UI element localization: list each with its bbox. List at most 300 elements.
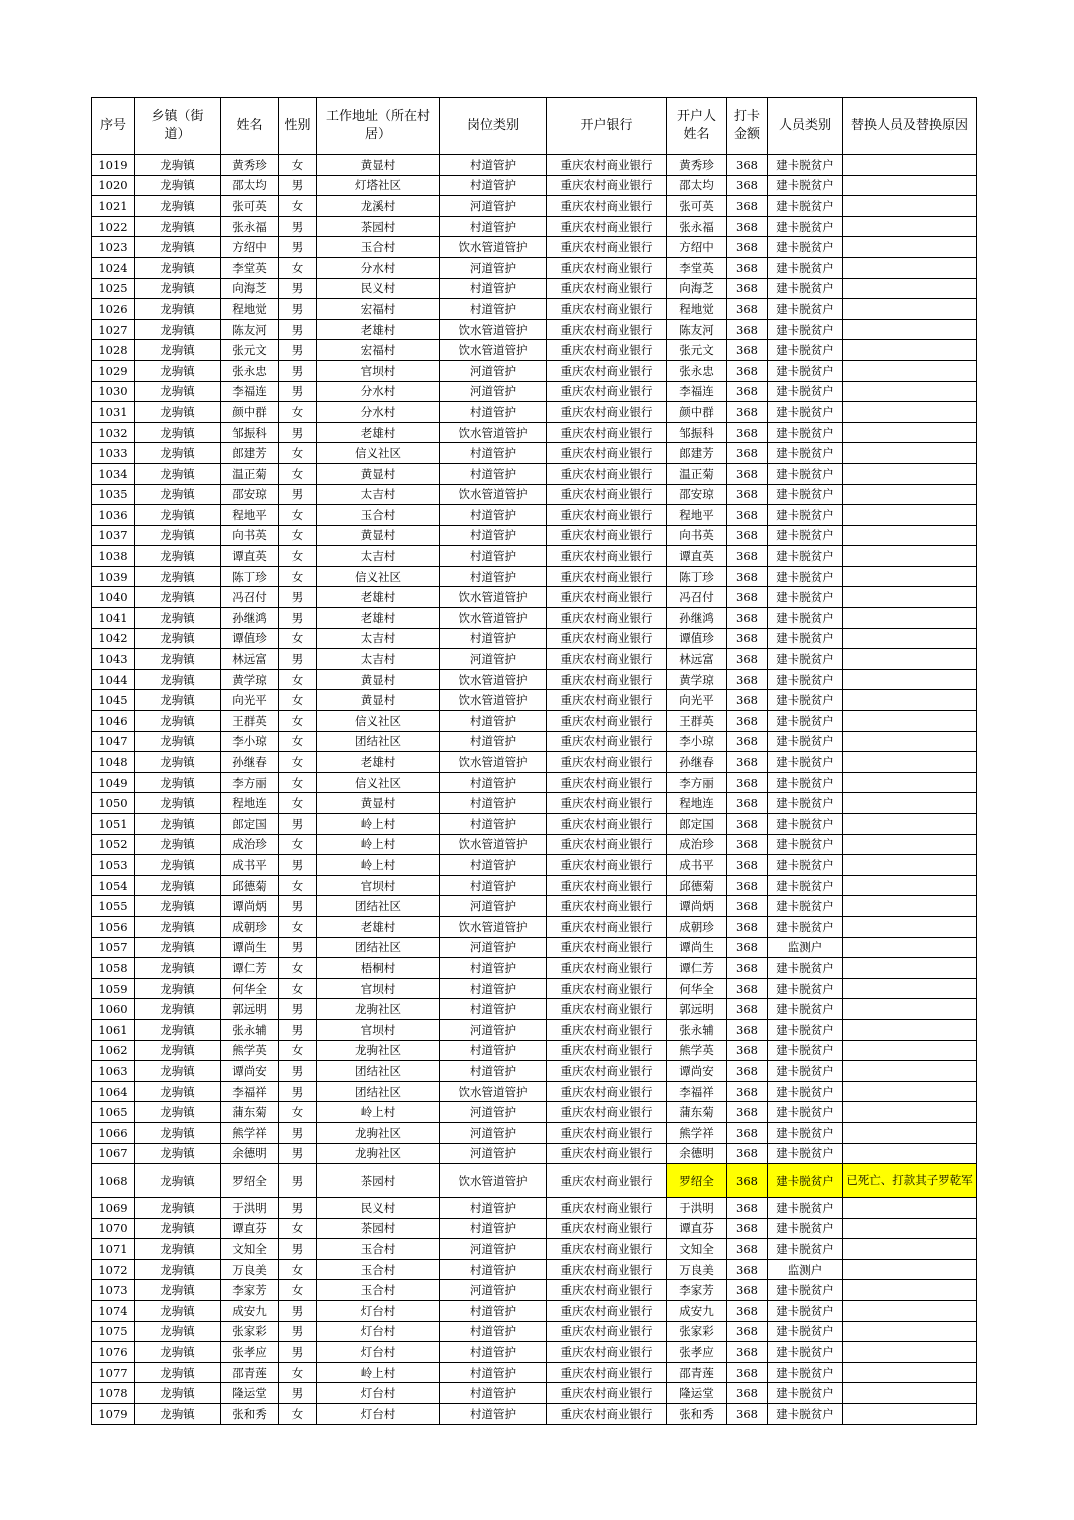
seq-cell: 1067 (92, 1143, 135, 1164)
header-cell: 工作地址（所在村居） (317, 98, 440, 155)
town-cell: 龙驹镇 (135, 793, 221, 814)
town-cell: 龙驹镇 (135, 1081, 221, 1102)
gender-cell: 女 (279, 916, 317, 937)
table-row (92, 896, 977, 917)
category-cell: 建卡脱贫户 (768, 1301, 843, 1322)
seq-cell: 1055 (92, 896, 135, 917)
bank-cell: 重庆农村商业银行 (547, 196, 667, 217)
category-cell: 建卡脱贫户 (768, 958, 843, 979)
town-cell: 龙驹镇 (135, 649, 221, 670)
gender-cell: 女 (279, 711, 317, 732)
address-cell: 官坝村 (317, 875, 440, 896)
holder-cell: 郎定国 (667, 814, 727, 835)
table-row (92, 1321, 977, 1342)
seq-cell: 1025 (92, 278, 135, 299)
seq-cell: 1036 (92, 505, 135, 526)
address-cell: 黄显村 (317, 690, 440, 711)
holder-cell: 李福连 (667, 381, 727, 402)
holder-cell: 谭仁芳 (667, 958, 727, 979)
town-cell: 龙驹镇 (135, 1321, 221, 1342)
name-cell: 成书平 (221, 855, 279, 876)
post-cell: 村道管护 (440, 463, 547, 484)
post-cell: 河道管护 (440, 937, 547, 958)
seq-cell: 1028 (92, 340, 135, 361)
category-cell: 建卡脱贫户 (768, 196, 843, 217)
category-cell: 建卡脱贫户 (768, 1198, 843, 1219)
seq-cell: 1027 (92, 319, 135, 340)
category-cell: 建卡脱贫户 (768, 402, 843, 423)
holder-cell: 张元文 (667, 340, 727, 361)
note-cell (843, 381, 977, 402)
seq-cell: 1079 (92, 1404, 135, 1425)
bank-cell: 重庆农村商业银行 (547, 319, 667, 340)
table-row (92, 1164, 977, 1198)
note-cell (843, 319, 977, 340)
post-cell: 村道管护 (440, 814, 547, 835)
amount-cell: 368 (727, 237, 768, 258)
name-cell: 谭直英 (221, 546, 279, 567)
table-row (92, 608, 977, 629)
bank-cell: 重庆农村商业银行 (547, 299, 667, 320)
seq-cell: 1060 (92, 999, 135, 1020)
town-cell: 龙驹镇 (135, 1362, 221, 1383)
gender-cell: 女 (279, 402, 317, 423)
holder-cell: 程地连 (667, 793, 727, 814)
table-row (92, 278, 977, 299)
amount-cell: 368 (727, 1198, 768, 1219)
table-row (92, 1383, 977, 1404)
name-cell: 程地平 (221, 505, 279, 526)
holder-cell: 谭直英 (667, 546, 727, 567)
category-cell: 建卡脱贫户 (768, 649, 843, 670)
post-cell: 村道管护 (440, 855, 547, 876)
name-cell: 谭值珍 (221, 628, 279, 649)
post-cell: 河道管护 (440, 1122, 547, 1143)
note-cell (843, 1198, 977, 1219)
name-cell: 方绍中 (221, 237, 279, 258)
address-cell: 玉合村 (317, 1239, 440, 1260)
roster-table (91, 97, 977, 1425)
town-cell: 龙驹镇 (135, 875, 221, 896)
name-cell: 张家彩 (221, 1321, 279, 1342)
amount-cell: 368 (727, 669, 768, 690)
address-cell: 玉合村 (317, 1280, 440, 1301)
gender-cell: 女 (279, 1218, 317, 1239)
holder-cell: 颜中群 (667, 402, 727, 423)
table-row (92, 566, 977, 587)
holder-cell: 黄学琼 (667, 669, 727, 690)
bank-cell: 重庆农村商业银行 (547, 546, 667, 567)
address-cell: 龙驹社区 (317, 1122, 440, 1143)
address-cell: 团结社区 (317, 937, 440, 958)
seq-cell: 1051 (92, 814, 135, 835)
holder-cell: 熊学祥 (667, 1122, 727, 1143)
name-cell: 张和秀 (221, 1404, 279, 1425)
address-cell: 龙驹社区 (317, 1143, 440, 1164)
amount-cell: 368 (727, 484, 768, 505)
town-cell: 龙驹镇 (135, 257, 221, 278)
table-row (92, 402, 977, 423)
note-cell (843, 299, 977, 320)
holder-cell: 张永忠 (667, 360, 727, 381)
town-cell: 龙驹镇 (135, 772, 221, 793)
category-cell: 建卡脱贫户 (768, 463, 843, 484)
holder-cell: 孙继春 (667, 752, 727, 773)
category-cell: 建卡脱贫户 (768, 608, 843, 629)
name-cell: 黄学琼 (221, 669, 279, 690)
address-cell: 信义社区 (317, 566, 440, 587)
bank-cell: 重庆农村商业银行 (547, 216, 667, 237)
holder-cell: 谭直芬 (667, 1218, 727, 1239)
holder-cell: 林远富 (667, 649, 727, 670)
address-cell: 分水村 (317, 257, 440, 278)
holder-cell: 罗绍全 (667, 1164, 727, 1198)
post-cell: 饮水管道管护 (440, 1164, 547, 1198)
bank-cell: 重庆农村商业银行 (547, 814, 667, 835)
category-cell: 建卡脱贫户 (768, 278, 843, 299)
bank-cell: 重庆农村商业银行 (547, 402, 667, 423)
holder-cell: 谭尚生 (667, 937, 727, 958)
bank-cell: 重庆农村商业银行 (547, 628, 667, 649)
post-cell: 河道管护 (440, 649, 547, 670)
amount-cell: 368 (727, 772, 768, 793)
address-cell: 茶园村 (317, 1164, 440, 1198)
bank-cell: 重庆农村商业银行 (547, 1362, 667, 1383)
amount-cell: 368 (727, 1122, 768, 1143)
gender-cell: 女 (279, 546, 317, 567)
category-cell: 建卡脱贫户 (768, 978, 843, 999)
town-cell: 龙驹镇 (135, 999, 221, 1020)
table-row (92, 1102, 977, 1123)
note-cell: 已死亡、打款其子罗乾军 (843, 1164, 977, 1198)
holder-cell: 于洪明 (667, 1198, 727, 1219)
holder-cell: 冯召付 (667, 587, 727, 608)
holder-cell: 何华全 (667, 978, 727, 999)
category-cell: 建卡脱贫户 (768, 175, 843, 196)
seq-cell: 1054 (92, 875, 135, 896)
town-cell: 龙驹镇 (135, 175, 221, 196)
address-cell: 太吉村 (317, 628, 440, 649)
table-row (92, 381, 977, 402)
amount-cell: 368 (727, 402, 768, 423)
post-cell: 村道管护 (440, 1362, 547, 1383)
amount-cell: 368 (727, 937, 768, 958)
town-cell: 龙驹镇 (135, 855, 221, 876)
name-cell: 成安九 (221, 1301, 279, 1322)
name-cell: 于洪明 (221, 1198, 279, 1219)
post-cell: 村道管护 (440, 958, 547, 979)
address-cell: 太吉村 (317, 649, 440, 670)
bank-cell: 重庆农村商业银行 (547, 587, 667, 608)
gender-cell: 女 (279, 1102, 317, 1123)
seq-cell: 1040 (92, 587, 135, 608)
category-cell: 监测户 (768, 1259, 843, 1280)
holder-cell: 蒲东菊 (667, 1102, 727, 1123)
holder-cell: 邹振科 (667, 422, 727, 443)
seq-cell: 1047 (92, 731, 135, 752)
category-cell: 建卡脱贫户 (768, 505, 843, 526)
gender-cell: 女 (279, 628, 317, 649)
name-cell: 王群英 (221, 711, 279, 732)
bank-cell: 重庆农村商业银行 (547, 669, 667, 690)
name-cell: 李堂英 (221, 257, 279, 278)
bank-cell: 重庆农村商业银行 (547, 340, 667, 361)
seq-cell: 1042 (92, 628, 135, 649)
note-cell (843, 505, 977, 526)
amount-cell: 368 (727, 752, 768, 773)
note-cell (843, 855, 977, 876)
category-cell: 建卡脱贫户 (768, 525, 843, 546)
town-cell: 龙驹镇 (135, 978, 221, 999)
header-cell: 打卡金额 (727, 98, 768, 155)
category-cell: 建卡脱贫户 (768, 916, 843, 937)
address-cell: 信义社区 (317, 443, 440, 464)
address-cell: 民义村 (317, 278, 440, 299)
table-row (92, 978, 977, 999)
seq-cell: 1077 (92, 1362, 135, 1383)
note-cell (843, 1081, 977, 1102)
category-cell: 建卡脱贫户 (768, 875, 843, 896)
address-cell: 灯台村 (317, 1301, 440, 1322)
category-cell: 建卡脱贫户 (768, 1164, 843, 1198)
post-cell: 河道管护 (440, 896, 547, 917)
post-cell: 饮水管道管护 (440, 422, 547, 443)
table-row (92, 319, 977, 340)
gender-cell: 男 (279, 587, 317, 608)
category-cell: 建卡脱贫户 (768, 1061, 843, 1082)
address-cell: 灯台村 (317, 1321, 440, 1342)
holder-cell: 王群英 (667, 711, 727, 732)
town-cell: 龙驹镇 (135, 669, 221, 690)
bank-cell: 重庆农村商业银行 (547, 360, 667, 381)
seq-cell: 1058 (92, 958, 135, 979)
address-cell: 民义村 (317, 1198, 440, 1219)
seq-cell: 1039 (92, 566, 135, 587)
name-cell: 邵太均 (221, 175, 279, 196)
table-row (92, 1259, 977, 1280)
seq-cell: 1035 (92, 484, 135, 505)
bank-cell: 重庆农村商业银行 (547, 525, 667, 546)
name-cell: 温正菊 (221, 463, 279, 484)
bank-cell: 重庆农村商业银行 (547, 1019, 667, 1040)
note-cell (843, 463, 977, 484)
address-cell: 岭上村 (317, 855, 440, 876)
post-cell: 村道管护 (440, 978, 547, 999)
name-cell: 张孝应 (221, 1342, 279, 1363)
holder-cell: 李家芳 (667, 1280, 727, 1301)
post-cell: 饮水管道管护 (440, 237, 547, 258)
category-cell: 建卡脱贫户 (768, 566, 843, 587)
post-cell: 河道管护 (440, 257, 547, 278)
note-cell (843, 155, 977, 176)
amount-cell: 368 (727, 1301, 768, 1322)
table-row (92, 546, 977, 567)
town-cell: 龙驹镇 (135, 608, 221, 629)
name-cell: 邵安琼 (221, 484, 279, 505)
seq-cell: 1049 (92, 772, 135, 793)
note-cell (843, 1404, 977, 1425)
holder-cell: 孙继鸿 (667, 608, 727, 629)
category-cell: 建卡脱贫户 (768, 834, 843, 855)
header-cell: 开户人姓名 (667, 98, 727, 155)
note-cell (843, 340, 977, 361)
seq-cell: 1050 (92, 793, 135, 814)
gender-cell: 男 (279, 896, 317, 917)
name-cell: 冯召付 (221, 587, 279, 608)
note-cell (843, 896, 977, 917)
post-cell: 村道管护 (440, 443, 547, 464)
amount-cell: 368 (727, 711, 768, 732)
name-cell: 万良美 (221, 1259, 279, 1280)
gender-cell: 男 (279, 216, 317, 237)
name-cell: 谭直芬 (221, 1218, 279, 1239)
table-row (92, 772, 977, 793)
category-cell: 建卡脱贫户 (768, 216, 843, 237)
name-cell: 熊学英 (221, 1040, 279, 1061)
holder-cell: 张和秀 (667, 1404, 727, 1425)
table-row (92, 196, 977, 217)
amount-cell: 368 (727, 546, 768, 567)
amount-cell: 368 (727, 196, 768, 217)
note-cell (843, 649, 977, 670)
note-cell (843, 1061, 977, 1082)
note-cell (843, 1019, 977, 1040)
town-cell: 龙驹镇 (135, 422, 221, 443)
category-cell: 建卡脱贫户 (768, 628, 843, 649)
holder-cell: 谭值珍 (667, 628, 727, 649)
note-cell (843, 587, 977, 608)
gender-cell: 女 (279, 958, 317, 979)
note-cell (843, 772, 977, 793)
address-cell: 老雄村 (317, 752, 440, 773)
post-cell: 河道管护 (440, 196, 547, 217)
amount-cell: 368 (727, 834, 768, 855)
post-cell: 饮水管道管护 (440, 587, 547, 608)
seq-cell: 1030 (92, 381, 135, 402)
holder-cell: 向光平 (667, 690, 727, 711)
amount-cell: 368 (727, 875, 768, 896)
table-row (92, 1280, 977, 1301)
holder-cell: 陈丁珍 (667, 566, 727, 587)
post-cell: 村道管护 (440, 1061, 547, 1082)
post-cell: 饮水管道管护 (440, 340, 547, 361)
post-cell: 饮水管道管护 (440, 834, 547, 855)
gender-cell: 女 (279, 196, 317, 217)
category-cell: 监测户 (768, 937, 843, 958)
amount-cell: 368 (727, 958, 768, 979)
seq-cell: 1023 (92, 237, 135, 258)
header-cell: 岗位类别 (440, 98, 547, 155)
town-cell: 龙驹镇 (135, 731, 221, 752)
note-cell (843, 608, 977, 629)
table-row (92, 1239, 977, 1260)
town-cell: 龙驹镇 (135, 381, 221, 402)
town-cell: 龙驹镇 (135, 484, 221, 505)
amount-cell: 368 (727, 1404, 768, 1425)
town-cell: 龙驹镇 (135, 1019, 221, 1040)
post-cell: 村道管护 (440, 1259, 547, 1280)
holder-cell: 隆运堂 (667, 1383, 727, 1404)
gender-cell: 女 (279, 505, 317, 526)
gender-cell: 女 (279, 525, 317, 546)
amount-cell: 368 (727, 999, 768, 1020)
address-cell: 老雄村 (317, 608, 440, 629)
address-cell: 太吉村 (317, 484, 440, 505)
seq-cell: 1069 (92, 1198, 135, 1219)
post-cell: 村道管护 (440, 546, 547, 567)
table-row (92, 628, 977, 649)
note-cell (843, 525, 977, 546)
gender-cell: 女 (279, 1040, 317, 1061)
category-cell: 建卡脱贫户 (768, 1342, 843, 1363)
table-row (92, 669, 977, 690)
category-cell: 建卡脱贫户 (768, 340, 843, 361)
name-cell: 向海芝 (221, 278, 279, 299)
address-cell: 龙驹社区 (317, 999, 440, 1020)
amount-cell: 368 (727, 566, 768, 587)
note-cell (843, 1280, 977, 1301)
bank-cell: 重庆农村商业银行 (547, 978, 667, 999)
seq-cell: 1041 (92, 608, 135, 629)
post-cell: 村道管护 (440, 402, 547, 423)
address-cell: 团结社区 (317, 731, 440, 752)
note-cell (843, 999, 977, 1020)
note-cell (843, 711, 977, 732)
bank-cell: 重庆农村商业银行 (547, 1301, 667, 1322)
name-cell: 陈丁珍 (221, 566, 279, 587)
holder-cell: 李堂英 (667, 257, 727, 278)
table-row (92, 340, 977, 361)
holder-cell: 张可英 (667, 196, 727, 217)
amount-cell: 368 (727, 916, 768, 937)
amount-cell: 368 (727, 1081, 768, 1102)
amount-cell: 368 (727, 505, 768, 526)
amount-cell: 368 (727, 319, 768, 340)
note-cell (843, 484, 977, 505)
holder-cell: 文知全 (667, 1239, 727, 1260)
bank-cell: 重庆农村商业银行 (547, 463, 667, 484)
amount-cell: 368 (727, 381, 768, 402)
town-cell: 龙驹镇 (135, 319, 221, 340)
post-cell: 饮水管道管护 (440, 916, 547, 937)
town-cell: 龙驹镇 (135, 711, 221, 732)
table-row (92, 1362, 977, 1383)
post-cell: 村道管护 (440, 1198, 547, 1219)
town-cell: 龙驹镇 (135, 1122, 221, 1143)
bank-cell: 重庆农村商业银行 (547, 1239, 667, 1260)
bank-cell: 重庆农村商业银行 (547, 505, 667, 526)
bank-cell: 重庆农村商业银行 (547, 1404, 667, 1425)
amount-cell: 368 (727, 1321, 768, 1342)
name-cell: 张元文 (221, 340, 279, 361)
post-cell: 河道管护 (440, 381, 547, 402)
post-cell: 村道管护 (440, 1218, 547, 1239)
holder-cell: 邵太均 (667, 175, 727, 196)
seq-cell: 1070 (92, 1218, 135, 1239)
seq-cell: 1053 (92, 855, 135, 876)
gender-cell: 男 (279, 855, 317, 876)
table-row (92, 443, 977, 464)
bank-cell: 重庆农村商业银行 (547, 484, 667, 505)
town-cell: 龙驹镇 (135, 402, 221, 423)
note-cell (843, 1259, 977, 1280)
table-row (92, 711, 977, 732)
town-cell: 龙驹镇 (135, 814, 221, 835)
post-cell: 村道管护 (440, 155, 547, 176)
table-row (92, 587, 977, 608)
bank-cell: 重庆农村商业银行 (547, 1164, 667, 1198)
town-cell: 龙驹镇 (135, 360, 221, 381)
